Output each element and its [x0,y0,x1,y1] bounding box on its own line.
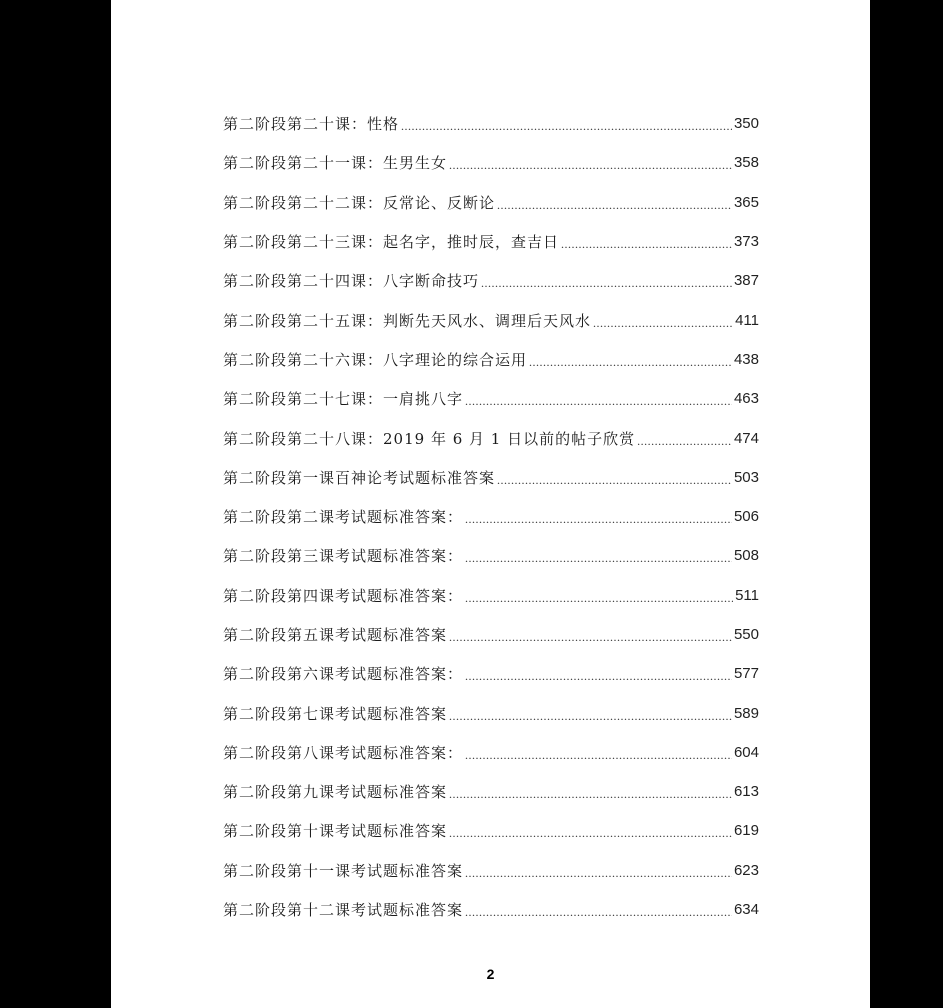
toc-entry-title: 第二阶段第二十五课：判断先天风水、调理后天风水 [223,311,592,330]
toc-entry-page: 387 [733,272,759,290]
toc-entry-title: 第二阶段第十二课考试题标准答案 [223,901,464,920]
dot-leader [465,591,733,606]
toc-entry-title: 第二阶段第二十课：性格 [223,115,400,134]
toc-entry-page: 589 [733,704,759,722]
dot-leader [465,866,732,881]
toc-entry-page: 550 [733,626,759,643]
toc-entry-title: 第二阶段第二十二课：反常论、反断论 [223,193,496,212]
toc-entry-title: 第二阶段第二十三课：起名字，推时辰，查吉日 [223,233,560,252]
toc-entry-page: 577 [733,665,759,683]
dot-leader [465,394,732,409]
dot-leader [465,905,732,920]
toc-entry[interactable] [223,497,759,536]
dot-leader [465,669,732,684]
toc-entry[interactable] [223,536,759,575]
dot-leader [529,355,732,370]
toc-entry-title: 第二阶段第二十四课：八字断命技巧 [223,272,480,291]
toc-entry-title: 第二阶段第六课考试题标准答案： [223,665,464,684]
dot-leader [561,237,732,252]
toc-entry-title: 第二阶段第八课考试题标准答案： [223,743,464,762]
dot-leader [497,473,732,488]
toc-entry-title: 第二阶段第四课考试题标准答案： [223,586,464,605]
toc-entry-page: 463 [733,390,759,408]
toc-entry-title: 第二阶段第二十六课：八字理论的综合运用 [223,350,528,369]
toc-entry-page: 619 [733,822,759,840]
toc-entry-title: 第二阶段第五课考试题标准答案 [223,626,448,644]
document-page [111,0,870,1008]
toc-entry[interactable] [223,340,759,379]
toc-entry[interactable] [223,300,759,339]
toc-entry-title: 第二阶段第三课考试题标准答案： [223,547,464,566]
dot-leader [465,512,732,527]
toc-entry-page: 350 [733,115,759,133]
toc-entry[interactable] [223,890,759,929]
toc-entry-page: 634 [733,901,759,919]
dot-leader [449,709,732,724]
toc-entry[interactable] [223,418,759,457]
toc-entry[interactable] [223,458,759,497]
toc-entry[interactable] [223,615,759,654]
toc-entry[interactable] [223,851,759,890]
toc-entry-title: 第二阶段第二十七课：一肩挑八字 [223,390,464,409]
dot-leader [465,551,732,566]
toc-entry-page: 506 [733,508,759,526]
toc-entry-page: 365 [733,193,759,211]
dot-leader [481,276,732,291]
toc-entry[interactable] [223,693,759,732]
toc-entry-title: 第二阶段第七课考试题标准答案 [223,704,448,723]
toc-entry[interactable] [223,104,759,143]
dot-leader [449,630,732,645]
toc-entry-page: 411 [735,311,759,329]
toc-entry-page: 623 [733,861,759,879]
toc-entry-page: 613 [733,783,759,801]
dot-leader [449,158,732,173]
toc-entry-page: 438 [733,350,759,368]
toc-entry-title: 第二阶段第二课考试题标准答案： [223,508,464,527]
toc-entry[interactable] [223,222,759,261]
toc-entry-page: 474 [733,429,759,447]
toc-entry[interactable] [223,654,759,693]
dot-leader [449,826,732,841]
toc-entry-title: 第二阶段第九课考试题标准答案 [223,783,448,802]
dot-leader [593,316,733,331]
dot-leader [401,119,732,134]
toc-entry[interactable] [223,733,759,772]
toc-entry-title: 第二阶段第二十一课：生男生女 [223,154,448,173]
dot-leader [465,748,732,763]
page-number: 2 [486,966,495,982]
toc-entry[interactable] [223,183,759,222]
toc-entry-page: 373 [733,233,759,251]
toc-entry[interactable] [223,772,759,811]
toc-entry-page: 503 [733,468,759,486]
toc-entry[interactable] [223,576,759,615]
toc-entry-title: 第二阶段第十一课考试题标准答案 [223,861,464,880]
dot-leader [637,434,732,449]
toc-entry-page: 604 [733,743,759,761]
toc-entry-page: 508 [733,547,759,565]
toc-entry-page: 511 [735,586,759,604]
toc-entry-title: 第二阶段第一课百神论考试题标准答案 [223,468,496,487]
table-of-contents [223,104,759,929]
toc-entry[interactable] [223,811,759,850]
toc-entry[interactable] [223,261,759,300]
dot-leader [449,787,732,802]
toc-entry[interactable] [223,379,759,418]
toc-entry[interactable] [223,143,759,182]
dot-leader [497,198,732,213]
toc-entry-title: 第二阶段第二十八课：2019 年 6 月 1 日以前的帖子欣赏 [223,429,636,448]
toc-entry-page: 358 [733,154,759,172]
toc-entry-title: 第二阶段第十课考试题标准答案 [223,822,448,841]
